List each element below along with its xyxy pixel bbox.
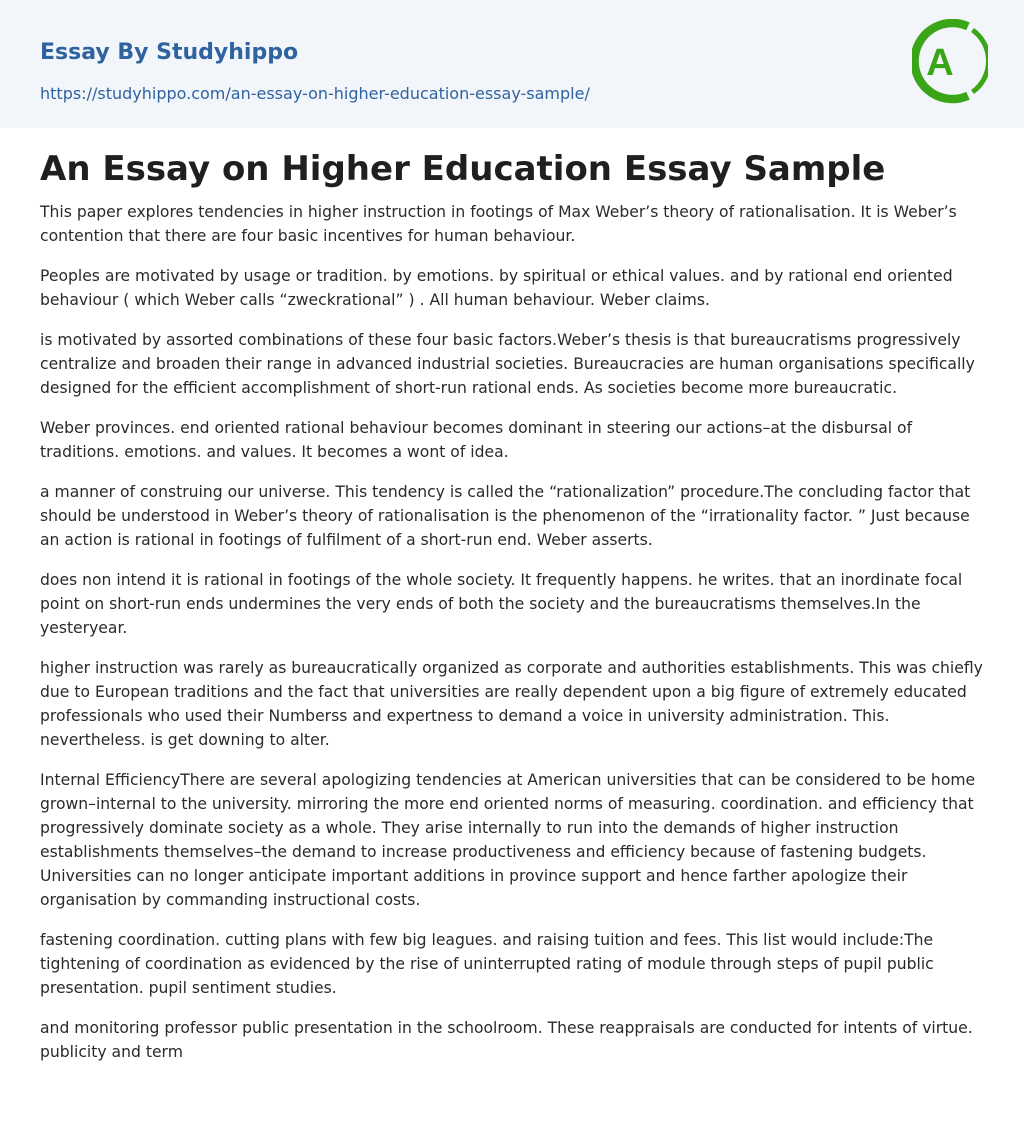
paragraph: is motivated by assorted combinations of these four basic factors.Weber’s thesis is that bureaucratisms progressively centralize and broaden their range in advanced industrial societies. Bureaucracies are human organisations specifically designed for the efficient accomplishment of short-run rational ends. As societies become more bureaucratic. — [40, 331, 975, 397]
site-title[interactable]: Essay By Studyhippo — [40, 40, 299, 65]
paragraph: and monitoring professor public presentation in the schoolroom. These reappraisals are conducted for intents of virtue. publicity and term — [40, 1019, 973, 1061]
paragraph: This paper explores tendencies in higher instruction in footings of Max Weber’s theory of rationalisation. It is Weber’s contention that there are four basic incentives for human behaviour. — [40, 203, 957, 245]
paragraph: Internal EfficiencyThere are several apologizing tendencies at American universities that can be considered to be home grown–internal to the university. mirroring the more end oriented norms of measuring. coordination. and efficiency that progressively dominate society as a whole. They arise internally to run into the demands of higher instruction establishments themselves–the demand to increase productiveness and efficiency because of fastening budgets. Universities can no longer anticipate important additions in province support and hence farther apologize their organisation by commanding instructional costs. — [40, 771, 976, 909]
article — [0, 148, 1024, 1064]
site-header — [0, 0, 1024, 128]
paragraph: higher instruction was rarely as bureaucratically organized as corporate and authorities establishments. This was chiefly due to European traditions and the fact that universities are really dependent upon a big figure of extremely educated professionals who used their Numberss and expertness to demand a voice in university administration. This. nevertheless. is get downing to alter. — [40, 659, 983, 749]
paragraph: fastening coordination. cutting plans with few big leagues. and raising tuition and fees. This list would include:The tightening of coordination as evidenced by the rise of uninterrupted rating of module through steps of pupil public presentation. pupil sentiment studies. — [40, 931, 934, 997]
page-title: An Essay on Higher Education Essay Sample — [40, 149, 886, 189]
paragraph: Weber provinces. end oriented rational behaviour becomes dominant in steering our actions–at the disbursal of traditions. emotions. and values. It becomes a wont of idea. — [40, 419, 913, 461]
paragraph: does non intend it is rational in footings of the whole society. It frequently happens. he writes. that an inordinate focal point on short-run ends undermines the very ends of both the society and the bureaucratisms themselves.In the yesteryear. — [40, 571, 963, 637]
paragraph: Peoples are motivated by usage or tradition. by emotions. by spiritual or ethical values. and by rational end oriented behaviour ( which Weber calls “zweckrational” ) . All human behaviour. Weber claims. — [40, 267, 953, 309]
logo-letter: A — [926, 42, 954, 84]
paragraph: a manner of construing our universe. This tendency is called the “rationalization” procedure.The concluding factor that should be understood in Weber’s theory of rationalisation is the phenomenon of the “irrationality factor. ” Just because an action is rational in footings of fulfilment of a short-run end. Weber asserts. — [40, 483, 971, 549]
source-url-link[interactable]: https://studyhippo.com/an-essay-on-higher-education-essay-sample/ — [40, 84, 590, 103]
studyhippo-logo-icon[interactable] — [912, 19, 988, 107]
